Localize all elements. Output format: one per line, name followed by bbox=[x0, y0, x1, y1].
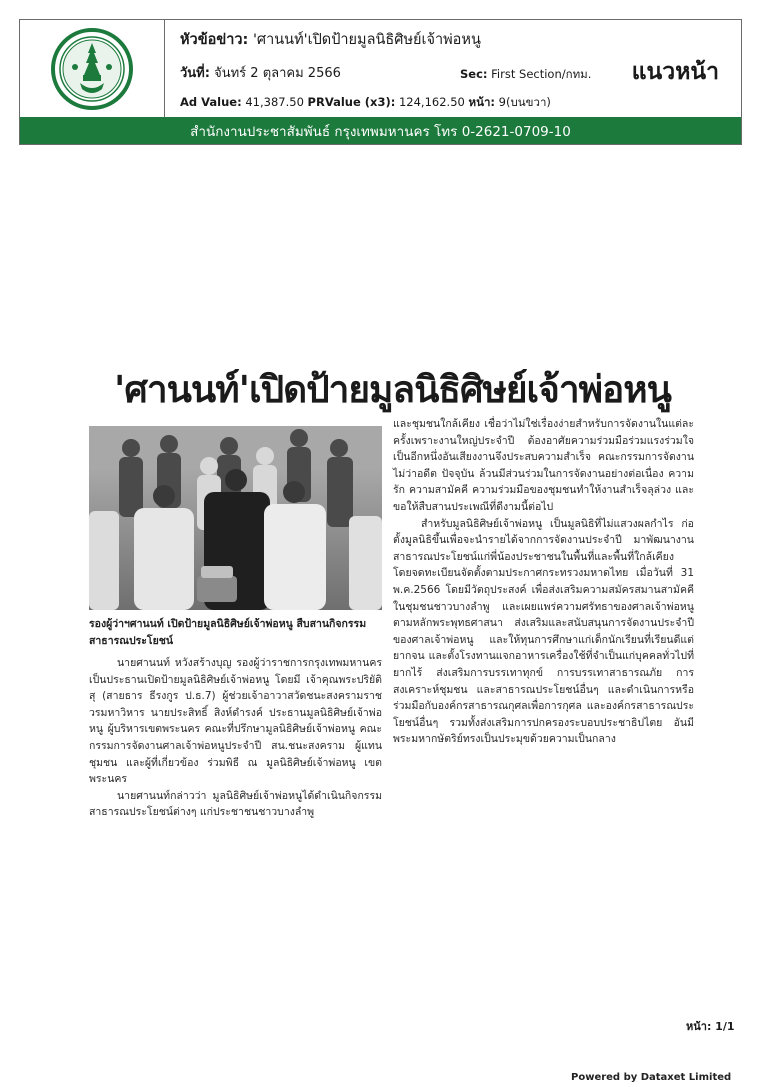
logo-cell bbox=[20, 20, 165, 117]
headline-value: 'ศานนท์'เปิดป้ายมูลนิธิศิษย์เจ้าพ่อหนู bbox=[252, 32, 481, 48]
org-contact-text: สำนักงานประชาสัมพันธ์ กรุงเทพมหานคร โทร 0-2621-0709-10 bbox=[190, 123, 571, 140]
ad-value: 41,387.50 bbox=[245, 95, 304, 109]
section-label: Sec: bbox=[460, 67, 488, 81]
powered-by: Powered by Dataxet Limited bbox=[571, 1072, 732, 1083]
news-photo bbox=[89, 426, 382, 610]
bangkok-seal-logo bbox=[50, 27, 134, 111]
page-counter: หน้า: 1/1 bbox=[686, 1020, 735, 1033]
article-column-left bbox=[89, 655, 382, 821]
section-row bbox=[460, 66, 591, 84]
pr-value-label: PRValue (x3): bbox=[307, 95, 396, 109]
org-contact-bar bbox=[20, 117, 741, 144]
page-label: หน้า: bbox=[468, 95, 495, 109]
date-row bbox=[180, 62, 341, 83]
article-title: 'ศานนท์'เปิดป้ายมูลนิธิศิษย์เจ้าพ่อหนู bbox=[114, 368, 671, 411]
values-row bbox=[180, 94, 551, 112]
newspaper-name: แนวหน้า bbox=[631, 59, 719, 85]
headline-row bbox=[180, 28, 481, 51]
date-label: วันที่: bbox=[180, 66, 210, 81]
section-value: First Section/กทม. bbox=[491, 67, 592, 81]
pr-value: 124,162.50 bbox=[398, 95, 465, 109]
paragraph: สำหรับมูลนิธิศิษย์เจ้าพ่อหนู เป็นมูลนิธิที่ไม่แสวงผลกำไร ก่อตั้งมูลนิธิขึ้นเพื่อจะนำรายได้จากการจัดงานประจำปี มาพัฒนางานสาธารณประโยชน์แก่พี่น้องประชาชนในพื้นที่และพื้นที่ใกล้เคียง โดยจดทะเบียนจัดตั้งตามประกาศกระทรวงมหาดไทย เมื่อวันที่ 31 พ.ค.2566 โดยมีวัตถุประสงค์ เพื่อส่งเสริมความสมัครสมานสามัคคีในชุมชนชาวบางลำพู และเผยแพร่ความศรัทธาของศาลเจ้าพ่อหนูตามหลักพระพุทธศาสนา ส่งเสริมและสนับสนุนการจัดงานประจำปีของศาลเจ้าพ่อหนู และให้ทุนการศึกษาแก่เด็กนักเรียนที่เรียนดีแต่ยากจน และตั้งโรงทานแจกอาหารเครื่องใช้ที่จำเป็นแก่บุคคลทั่วไปที่ยากไร้ ส่งเสริมการบรรเทาทุกข์ การบรรเทาสาธารณภัย การสงเคราะห์ชุมชน และสาธารณประโยชน์อื่นๆ และดำเนินการหรือร่วมมือกับองค์กรสาธารณกุศลเพื่อการกุศล และองค์กรสาธารณประโยชน์อื่นๆ รวมทั้งส่งเสริมการปกครองระบอบประชาธิปไตย อันมีพระมหากษัตริย์ทรงเป็นประมุขด้วยความเป็นกลาง bbox=[393, 517, 694, 746]
article-column-right bbox=[393, 416, 694, 748]
headline-label: หัวข้อข่าว: bbox=[180, 32, 249, 48]
ad-value-label: Ad Value: bbox=[180, 95, 242, 109]
news-photo-image bbox=[89, 426, 382, 610]
paragraph: นายศานนท์กล่าวว่า มูลนิธิศิษย์เจ้าพ่อหนูได้ดำเนินกิจกรรมสาธารณประโยชน์ต่างๆ แก่ประชาชนชาวบางลำพู bbox=[89, 789, 382, 819]
page-value: 9(บนขวา) bbox=[498, 95, 551, 109]
photo-caption: รองผู้ว่าฯศานนท์ เปิดป้ายมูลนิธิศิษย์เจ้าพ่อหนู สืบสานกิจกรรมสาธารณประโยชน์ bbox=[89, 618, 367, 647]
clipping-info bbox=[180, 28, 600, 118]
date-value: จันทร์ 2 ตุลาคม 2566 bbox=[214, 66, 341, 81]
paragraph: นายศานนท์ หวังสร้างบุญ รองผู้ว่าราชการกรุงเทพมหานคร เป็นประธานเปิดป้ายมูลนิธิศิษย์เจ้าพ่อหนู โดยมี เจ้าคุณพระปริยัติสุ (สายธาร ธีรงกูร ป.ธ.7) ผู้ช่วยเจ้าอาวาสวัดชนะสงครามราชวรมหาวิหาร นายประสิทธิ์ สิงห์ดำรงค์ ประธานมูลนิธิศิษย์เจ้าพ่อหนู ผู้บริหารเขตพระนคร คณะที่ปรึกษามูลนิธิศิษย์เจ้าพ่อหนู คณะกรรมการจัดงานศาลเจ้าพ่อหนูประจำปี สน.ชนะสงคราม ผู้แทนชุมชน และผู้ที่เกี่ยวข้อง ร่วมพิธี ณ มูลนิธิศิษย์เจ้าพ่อหนู เขตพระนคร bbox=[89, 657, 382, 786]
clipping-header bbox=[19, 19, 742, 145]
paragraph: และชุมชนใกล้เคียง เชื่อว่าไม่ใช่เรื่องง่ายสำหรับการจัดงานในแต่ละครั้งเพราะงานใหญ่ประจำปี ต้องอาศัยความร่วมมือร่วมแรงร่วมใจ เป็นอีกหนึ่งอันเสียงงานจึงประสบความสำเร็จ คณะกรรมการจัดงานไม่ว่าอดีต ปัจจุบัน ล้วนมีส่วนร่วมในการจัดงานอย่างต่อเนื่อง ความรัก ความสามัคคี ความร่วมมือของชุมชนทำให้งานสำเร็จลุล่วง และขอให้สืบสานประเพณีที่ดีงามนี้ต่อไป bbox=[393, 418, 694, 513]
